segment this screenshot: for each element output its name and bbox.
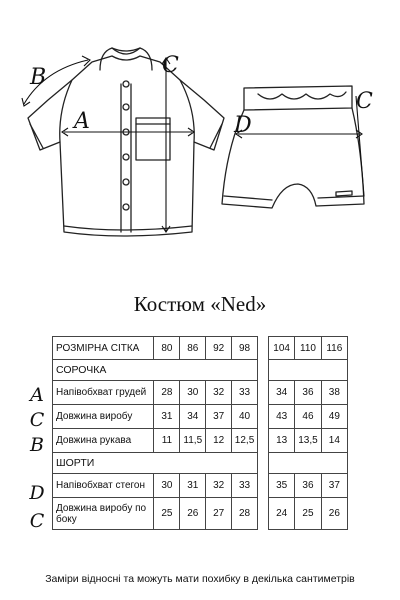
cell-value: 33 (232, 474, 258, 498)
shirt-buttons (123, 81, 129, 210)
cell-value: 25 (154, 498, 180, 530)
cell-value: 46 (295, 405, 321, 429)
size-header: 116 (321, 337, 347, 360)
table-header-row (53, 337, 258, 360)
size-header: 104 (269, 337, 295, 360)
cell-value: 11 (154, 429, 180, 453)
table-row (53, 405, 258, 429)
cell-value: 13 (269, 429, 295, 453)
size-table-extended (268, 336, 348, 530)
row-label: Довжина виробу (53, 405, 154, 429)
cell-value: 28 (154, 381, 180, 405)
cell-value: 32 (206, 381, 232, 405)
section-row-shorts (269, 453, 348, 474)
shirt-letter-c: C (162, 53, 179, 78)
size-header: 86 (180, 337, 206, 360)
table-row (269, 474, 348, 498)
cell-value: 40 (232, 405, 258, 429)
table-header-row (269, 337, 348, 360)
cell-value: 25 (295, 498, 321, 530)
section-spacer (269, 360, 348, 381)
row-letter-d: D (29, 482, 45, 504)
cell-value: 11,5 (180, 429, 206, 453)
cell-value: 30 (154, 474, 180, 498)
row-label: Напівобхват стегон (53, 474, 154, 498)
cell-value: 37 (321, 474, 347, 498)
cell-value: 35 (269, 474, 295, 498)
row-letter-a: A (30, 384, 44, 406)
section-row-shorts (53, 453, 258, 474)
table-row (269, 498, 348, 530)
cell-value: 14 (321, 429, 347, 453)
table-row (269, 429, 348, 453)
table-row (269, 381, 348, 405)
garment-illustration (0, 0, 400, 262)
cell-value: 12 (206, 429, 232, 453)
row-letter-c: C (29, 409, 45, 431)
cell-value: 31 (154, 405, 180, 429)
page-title: Костюм «Ned» (133, 292, 267, 316)
row-label: Напівобхват грудей (53, 381, 154, 405)
table-row (53, 381, 258, 405)
cell-value: 38 (321, 381, 347, 405)
row-letter-b: B (30, 434, 44, 456)
size-header: 92 (206, 337, 232, 360)
cell-value: 30 (180, 381, 206, 405)
table-row (269, 405, 348, 429)
size-header: 110 (295, 337, 321, 360)
header-label: РОЗМІРНА СІТКА (53, 337, 154, 360)
row-letter-c: C (29, 510, 45, 532)
cell-value: 26 (321, 498, 347, 530)
cell-value: 36 (295, 381, 321, 405)
section-row-shirt (269, 360, 348, 381)
cell-value: 32 (206, 474, 232, 498)
table-row (53, 474, 258, 498)
cell-value: 27 (206, 498, 232, 530)
size-header: 98 (232, 337, 258, 360)
cell-value: 12,5 (232, 429, 258, 453)
cell-value: 49 (321, 405, 347, 429)
section-row-shirt (53, 360, 258, 381)
cell-value: 31 (180, 474, 206, 498)
cell-value: 34 (180, 405, 206, 429)
cell-value: 13,5 (295, 429, 321, 453)
cell-value: 28 (232, 498, 258, 530)
cell-value: 24 (269, 498, 295, 530)
cell-value: 36 (295, 474, 321, 498)
size-table-main (52, 336, 258, 530)
cell-value: 34 (269, 381, 295, 405)
shorts-letter-d: D (234, 113, 252, 138)
cell-value: 43 (269, 405, 295, 429)
section-spacer (269, 453, 348, 474)
shirt-letter-b: B (30, 65, 47, 90)
table-row (53, 498, 258, 530)
table-row (53, 429, 258, 453)
section-label: ШОРТИ (53, 453, 258, 474)
row-label: Довжина рукава (53, 429, 154, 453)
section-label: СОРОЧКА (53, 360, 258, 381)
cell-value: 37 (206, 405, 232, 429)
shorts-drawing (222, 86, 364, 208)
shorts-letter-c: C (356, 89, 373, 114)
cell-value: 26 (180, 498, 206, 530)
cell-value: 33 (232, 381, 258, 405)
shirt-letter-a: A (74, 109, 90, 134)
size-header: 80 (154, 337, 180, 360)
footnote: Заміри відносні та можуть мати похибку в декілька сантиметрів (45, 573, 355, 585)
row-label: Довжина виробу по боку (53, 498, 154, 530)
